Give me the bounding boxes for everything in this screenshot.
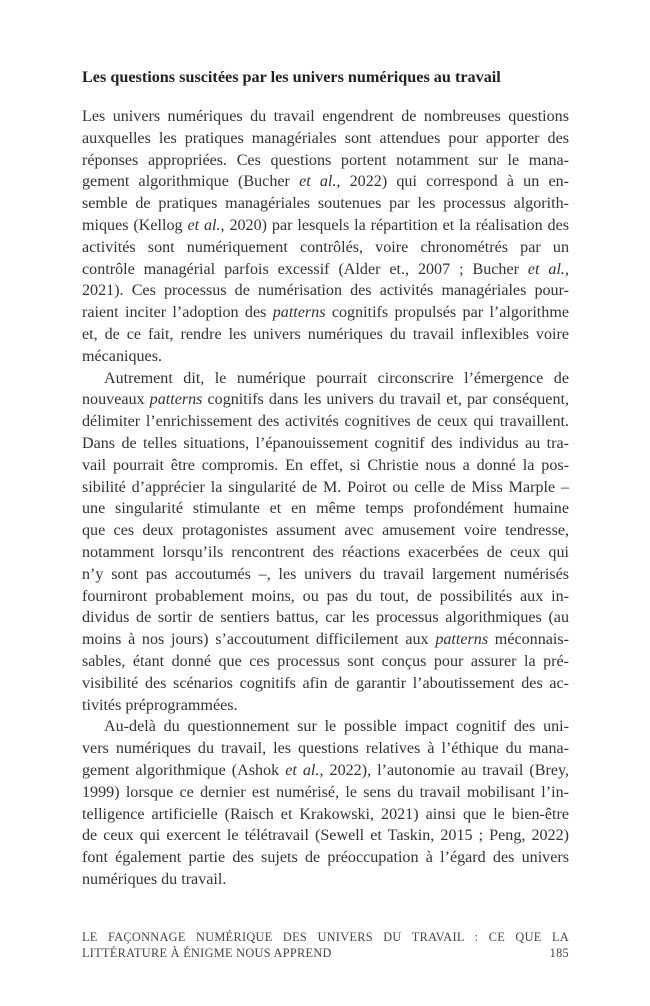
text-line: numériques du travail. — [82, 870, 227, 888]
text-line: et, de ce fait, rendre les univers numériques du travail inflexibles voire — [82, 325, 569, 343]
footer-title-line-2: LITTÉRATURE À ÉNIGME NOUS APPREND — [82, 946, 332, 960]
text-line: 2021). Ces processus de numérisation des activités managériales pour- — [82, 282, 569, 300]
paragraph — [82, 106, 569, 368]
text-line: délimiter l’enrichissement des activités cognitives de ceux qui travaillent. — [82, 413, 569, 431]
text-line: gement algorithmique (Bucher et al., 2022) qui correspond à un en- — [82, 173, 569, 191]
text-line: Les univers numériques du travail engendrent de nombreuses questions — [82, 108, 569, 125]
text-line: sables, étant donné que ces processus sont conçus pour assurer la pré- — [82, 652, 569, 670]
text-line: 1999) lorsque ce dernier est numérisé, le sens du travail mobilisant l’in- — [82, 783, 569, 801]
text-line: vers numériques du travail, les questions relatives à l’éthique du mana- — [82, 740, 569, 758]
text-line: visibilité des scénarios cognitifs afin de garantir l’aboutissement des ac- — [82, 674, 569, 692]
text-line: mécaniques. — [82, 347, 162, 365]
text-line: n’y sont pas accoutumés –, les univers du travail largement numérisés — [82, 565, 569, 583]
text-line: dividus de sortir de sentiers battus, car les processus algorithmiques (au — [82, 609, 569, 627]
footer-title-line-1: LE FAÇONNAGE NUMÉRIQUE DES UNIVERS DU TRAVAIL : CE QUE LA — [82, 930, 569, 944]
text-line: miques (Kellog et al., 2020) par lesquels la répartition et la réalisation des — [82, 216, 569, 234]
text-line: gement algorithmique (Ashok et al., 2022), l’autonomie au travail (Brey, — [82, 761, 569, 779]
text-line: que ces deux protagonistes assument avec amusement voire tendresse, — [82, 522, 569, 540]
paragraph — [82, 716, 569, 890]
paragraph — [82, 368, 569, 717]
text-line: semble de pratiques managériales soutenues par les processus algorith- — [82, 195, 569, 213]
text-line: vail pourrait être compromis. En effet, si Christie nous a donné la pos- — [82, 456, 569, 474]
text-line: auxquelles les pratiques managériales sont attendues pour apporter des — [82, 129, 569, 147]
text-line: sibilité d’apprécier la singularité de M. Poirot ou celle de Miss Marple – — [82, 478, 569, 496]
text-line: tivités préprogrammées. — [82, 696, 238, 714]
text-line: fourniront probablement moins, ou pas du tout, de possibilités aux in- — [82, 587, 569, 605]
text-line: moins à nos jours) s’accoutument difficilement aux patterns méconnais- — [82, 631, 569, 649]
text-line: réponses appropriées. Ces questions portent notamment sur le mana- — [82, 151, 569, 169]
section-heading: Les questions suscitées par les univers numériques au travail — [82, 68, 501, 86]
text-line: Autrement dit, le numérique pourrait circonscrire l’émergence de — [104, 369, 569, 387]
text-line: notamment lorsqu’ils rencontrent des réactions exacerbées de ceux qui — [82, 543, 569, 561]
text-line: contrôle managérial parfois excessif (Alder et., 2007 ; Bucher et al., — [82, 260, 569, 278]
text-line: font également partie des sujets de préoccupation à l’égard des univers — [82, 849, 569, 867]
page-body — [82, 66, 569, 891]
text-line: une singularité stimulante et en même temps profondément humaine — [82, 500, 569, 518]
footer-title-line-2-row — [82, 945, 569, 961]
text-line: de ceux qui exercent le télétravail (Sewell et Taskin, 2015 ; Peng, 2022) — [82, 827, 569, 845]
text-line: activités sont numériquement contrôlés, voire chronométrés par un — [82, 238, 569, 256]
text-line: raient inciter l’adoption des patterns cognitifs propulsés par l’algorithme — [82, 304, 569, 322]
text-line: Au-delà du questionnement sur le possible impact cognitif des uni- — [104, 718, 569, 736]
text-line: telligence artificielle (Raisch et Krakowski, 2021) ainsi que le bien-être — [82, 805, 569, 823]
text-line: nouveaux patterns cognitifs dans les univers du travail et, par conséquent, — [82, 391, 569, 409]
page-number: 185 — [549, 946, 569, 960]
text-line: Dans de telles situations, l’épanouissement cognitif des individus au tra- — [82, 434, 569, 452]
body-text — [82, 106, 569, 891]
running-footer — [82, 929, 569, 961]
